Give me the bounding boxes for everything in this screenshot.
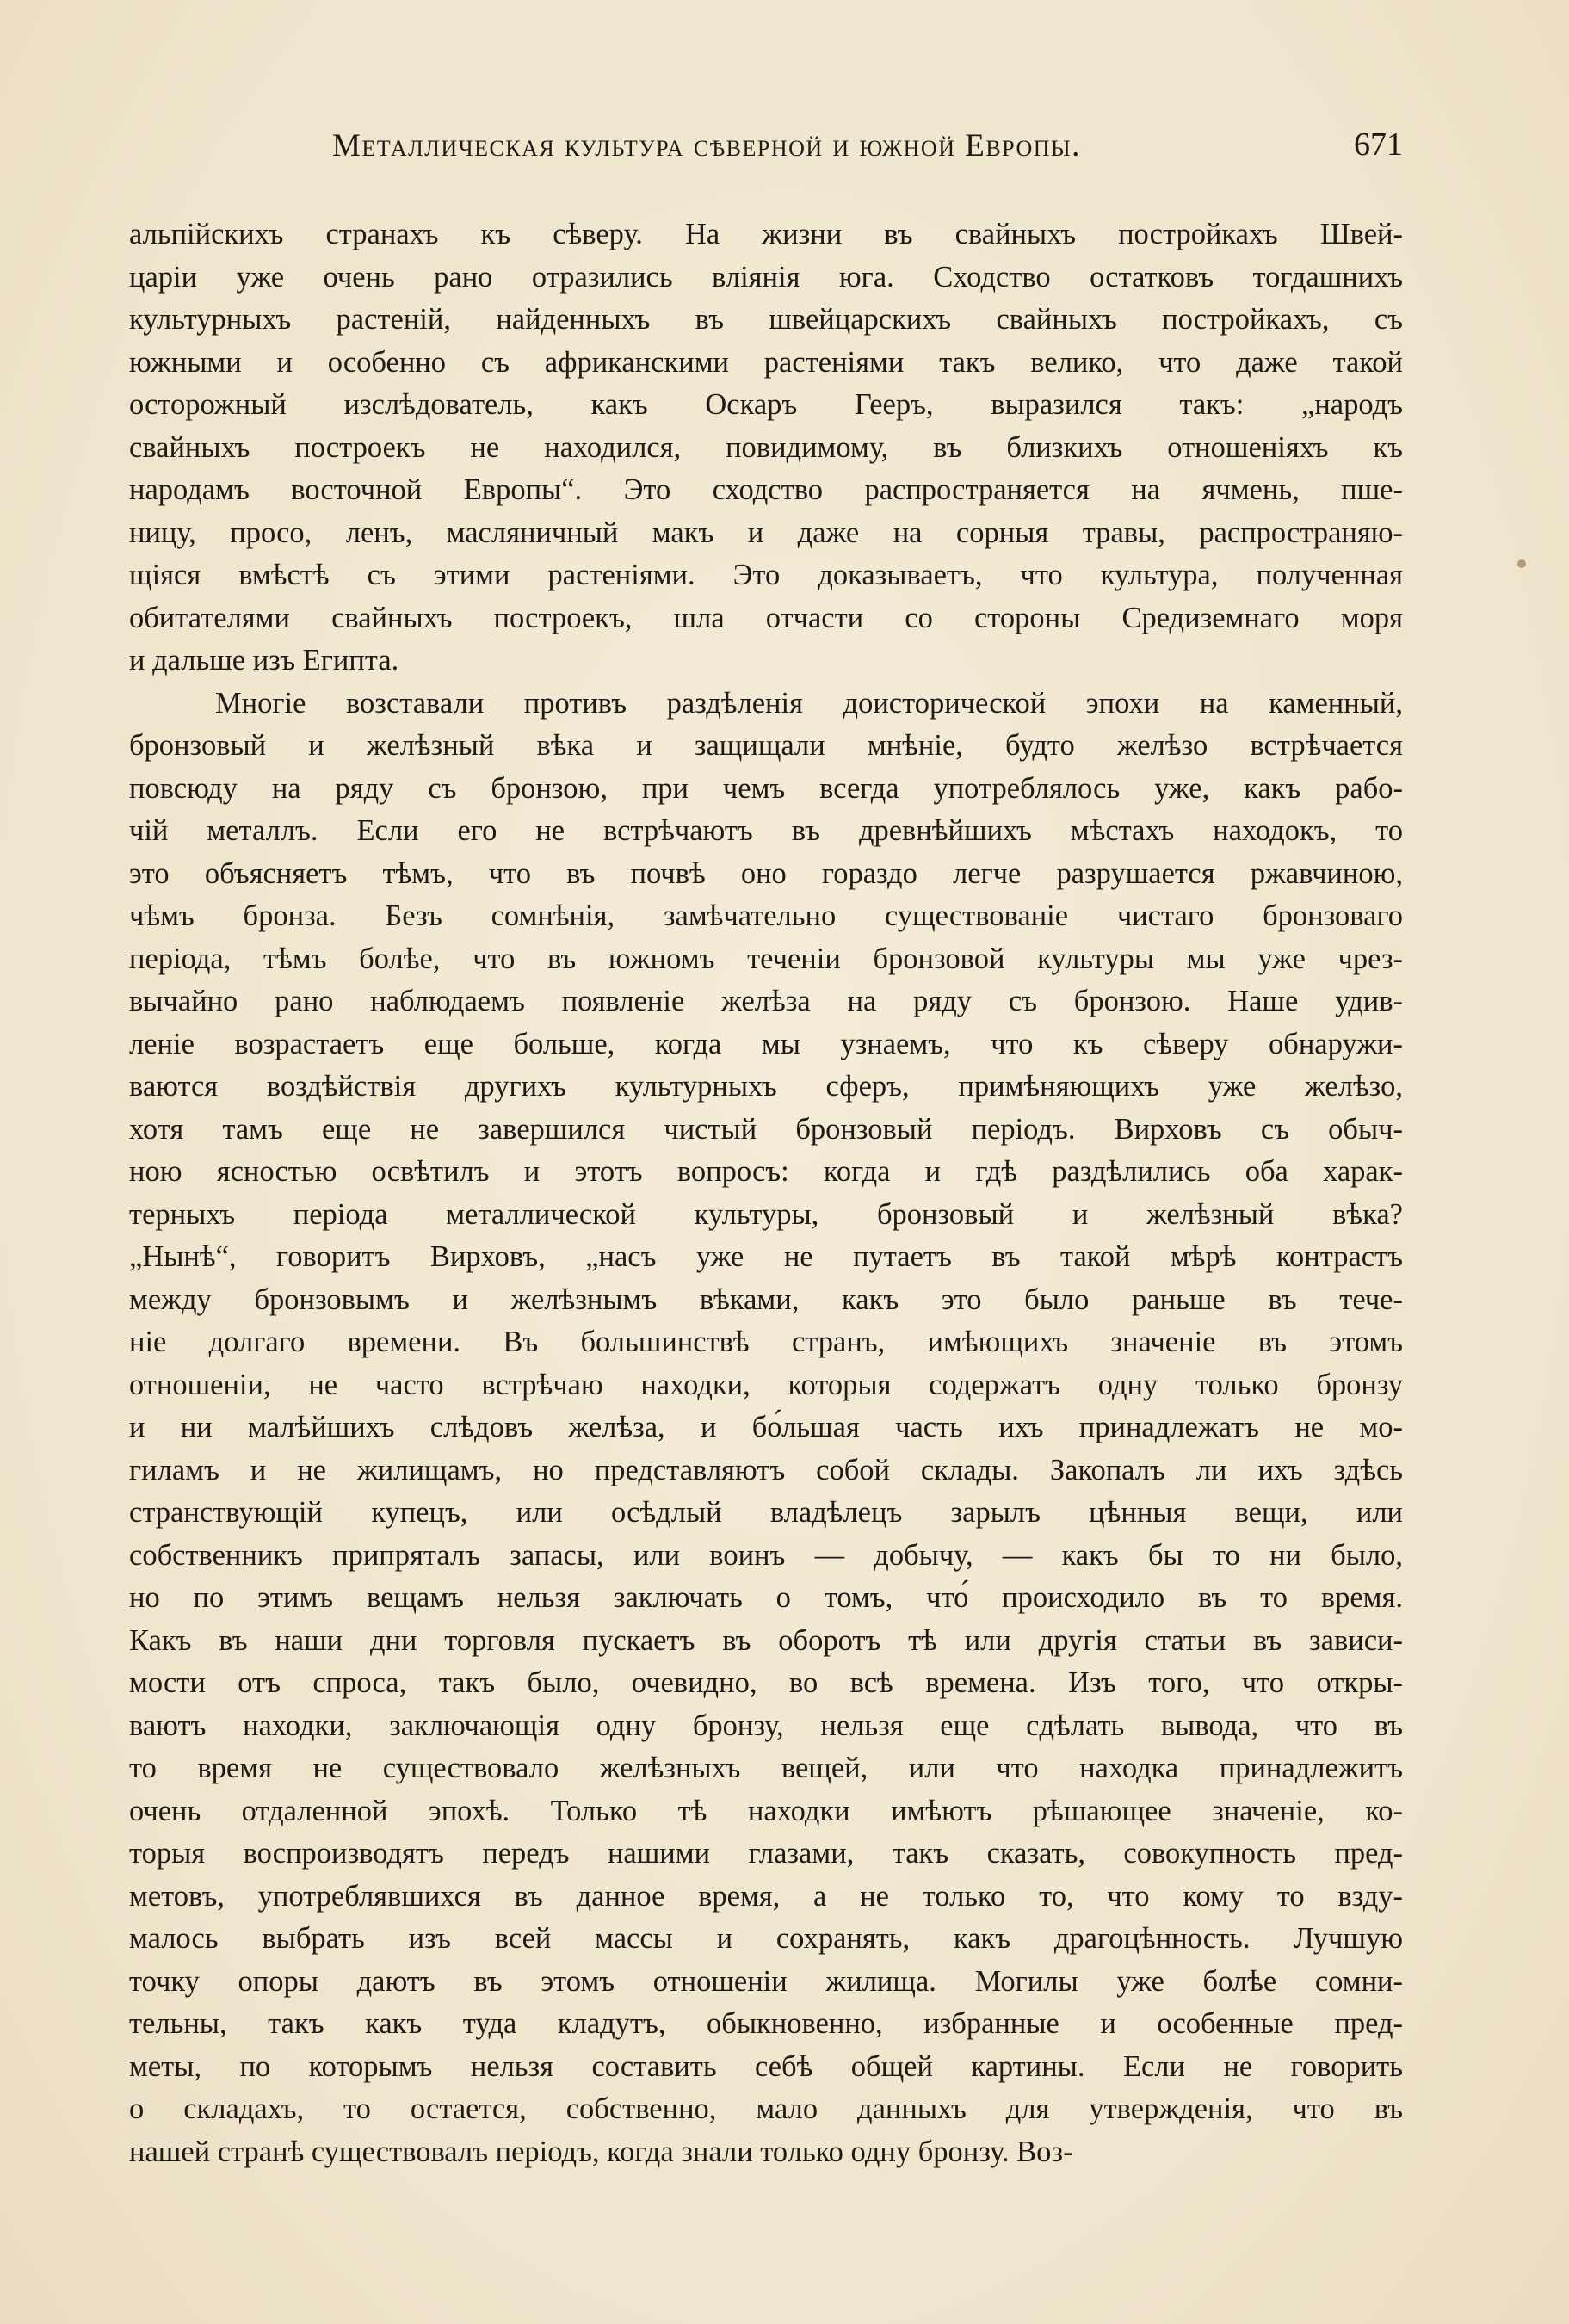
text-line: это объясняетъ тѣмъ, что въ почвѣ оно гораздо легче разрушается ржавчиною, [129, 856, 1403, 890]
text-line: чѣмъ бронза. Безъ сомнѣнія, замѣчательно существованіе чистаго бронзоваго [129, 899, 1403, 932]
text-line: то время не существовало желѣзныхъ вещей, или что находка принадлежитъ [129, 1752, 1403, 1784]
text-line: культурныхъ растеній, найденныхъ въ швейцарскихъ свайныхъ постройкахъ, съ [129, 303, 1403, 336]
running-title: Металлическая культура сѣверной и южной Европы. [332, 128, 1081, 164]
text-line: бронзовый и желѣзный вѣка и защищали мнѣніе, будто желѣзо встрѣчается [129, 729, 1403, 762]
text-line: періода, тѣмъ болѣе, что въ южномъ теченіи бронзовой культуры мы уже чрез- [129, 942, 1403, 975]
text-line: точку опоры даютъ въ этомъ отношеніи жилища. Могилы уже болѣе сомни- [129, 1964, 1403, 1998]
text-line: Какъ въ наши дни торговля пускаетъ въ оборотъ тѣ или другія статьи въ зависи- [129, 1623, 1403, 1657]
text-line: обитателями свайныхъ построекъ, шла отчасти со стороны Средиземнаго моря [129, 601, 1403, 634]
text-line: повсюду на ряду съ бронзою, при чемъ всегда употреблялось уже, какъ рабо- [129, 771, 1403, 805]
page-number: 671 [1354, 127, 1403, 163]
text-line: свайныхъ построекъ не находился, повидимому, въ близкихъ отношеніяхъ къ [129, 430, 1403, 464]
text-line: между бронзовымъ и желѣзнымъ вѣками, какъ это было раньше въ тече- [129, 1283, 1403, 1316]
text-line: меты, по которымъ нельзя составить себѣ общей картины. Если не говорить [129, 2049, 1403, 2083]
text-line: мости отъ спроса, такъ было, очевидно, во всѣ времена. Изъ того, что откры- [129, 1666, 1403, 1699]
text-line: и дальше изъ Египта. [129, 644, 399, 677]
text-line: малось выбрать изъ всей массы и сохранять, какъ драгоцѣнность. Лучшую [129, 1922, 1403, 1955]
paragraph [129, 213, 1403, 683]
text-line: но по этимъ вещамъ нельзя заключать о томъ, что́ происходило въ то время. [129, 1581, 1403, 1614]
text-line: народамъ восточной Европы“. Это сходство распространяется на ячмень, пше- [129, 473, 1403, 506]
text-line: собственникъ припряталъ запасы, или воинъ — добычу, — какъ бы то ни было, [129, 1538, 1403, 1572]
text-line: странствующій купецъ, или осѣдлый владѣлецъ зарылъ цѣнныя вещи, или [129, 1496, 1403, 1529]
text-line: тельны, такъ какъ туда кладутъ, обыкновенно, избранные и особенные пред- [129, 2007, 1403, 2040]
text-line: осторожный изслѣдователь, какъ Оскаръ Геeръ, выразился такъ: „народъ [129, 388, 1403, 421]
text-line: „Нынѣ“, говоритъ Вирховъ, „насъ уже не путаетъ въ такой мѣрѣ контрастъ [129, 1240, 1403, 1273]
page-header [129, 122, 1403, 174]
paragraph [129, 683, 1403, 2174]
text-line: чій металлъ. Если его не встрѣчаютъ въ древнѣйшихъ мѣстахъ находокъ, то [129, 814, 1403, 847]
text-line: царіи уже очень рано отразились вліянія юга. Сходство остатковъ тогдашнихъ [129, 260, 1403, 294]
margin-ink-spot [1517, 559, 1526, 568]
text-line: хотя тамъ еще не завершился чистый бронзовый періодъ. Вирховъ съ обыч- [129, 1112, 1403, 1146]
text-line: ваютъ находки, заключающія одну бронзу, нельзя еще сдѣлать вывода, что въ [129, 1709, 1403, 1742]
text-line: терныхъ періода металлической культуры, бронзовый и желѣзный вѣка? [129, 1197, 1403, 1231]
text-line: нашей странѣ существовалъ періодъ, когда знали только одну бронзу. Воз- [129, 2135, 1073, 2168]
text-line: метовъ, употреблявшихся въ данное время, а не только то, что кому то взду- [129, 1879, 1403, 1913]
text-line: Многіе возставали противъ раздѣленія доисторической эпохи на каменный, [215, 686, 1403, 720]
text-line: отношеніи, не часто встрѣчаю находки, которыя содержатъ одну только бронзу [129, 1368, 1403, 1401]
body-text [129, 213, 1403, 2173]
text-line: ною ясностью освѣтилъ и этотъ вопросъ: когда и гдѣ раздѣлились оба харак- [129, 1155, 1403, 1188]
text-line: ваются воздѣйствія другихъ культурныхъ сферъ, примѣняющихъ уже желѣзо, [129, 1070, 1403, 1103]
text-line: южными и особенно съ африканскими растеніями такъ велико, что даже такой [129, 345, 1403, 379]
text-line: ницу, просо, ленъ, масляничный макъ и даже на сорныя травы, распространяю- [129, 516, 1403, 549]
text-line: вычайно рано наблюдаемъ появленіе желѣза на ряду съ бронзою. Наше удив- [129, 985, 1403, 1017]
text-line: торыя воспроизводятъ передъ нашими глазами, такъ сказать, совокупность пред- [129, 1837, 1403, 1870]
text-line: альпійскихъ странахъ къ сѣверу. На жизни въ свайныхъ постройкахъ Швей- [129, 218, 1403, 250]
text-line: щіяся вмѣстѣ съ этими растеніями. Это доказываетъ, что культура, полученная [129, 559, 1403, 591]
text-line: леніе возрастаетъ еще больше, когда мы узнаемъ, что къ сѣверу обнаружи- [129, 1027, 1403, 1060]
text-line: очень отдаленной эпохѣ. Только тѣ находки имѣютъ рѣшающее значеніе, ко- [129, 1794, 1403, 1827]
text-line: гиламъ и не жилищамъ, но представляютъ собой склады. Закопалъ ли ихъ здѣсь [129, 1453, 1403, 1486]
text-line: о складахъ, то остается, собственно, мало данныхъ для утвержденія, что въ [129, 2092, 1403, 2125]
text-line: ніе долгаго времени. Въ большинствѣ странъ, имѣющихъ значеніе въ этомъ [129, 1326, 1403, 1358]
text-line: и ни малѣйшихъ слѣдовъ желѣза, и бо́льшая часть ихъ принадлежатъ не мо- [129, 1411, 1403, 1443]
